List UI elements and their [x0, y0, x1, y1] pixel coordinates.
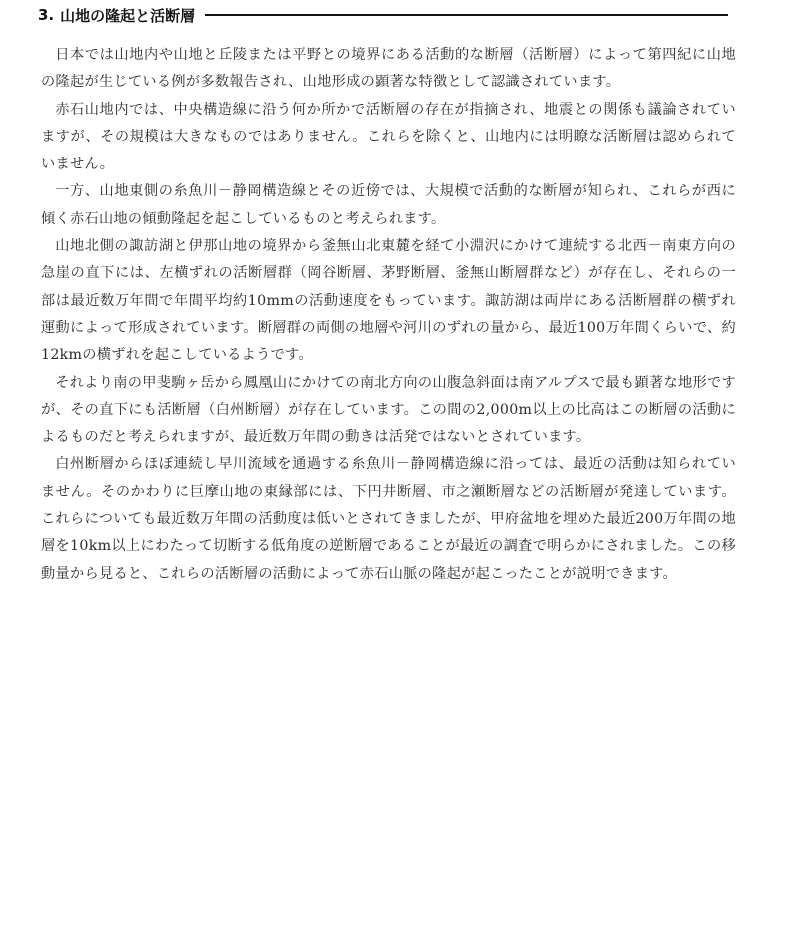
paragraph-koma-mountains: 白州断層からほぼ連続し早川流域を通過する糸魚川－静岡構造線に沿っては、最近の活動は知られていません。そのかわりに巨摩山地の東縁部には、下円井断層、市之瀬断層などの活断層が発達しています。これらについても最近数万年間の活動度は低いとされてきましたが、甲府盆地を埋めた最近200万年間の地層を10km以上にわたって切断する低角度の逆断層であることが最近の調査で明らかにされました。この移動量から見ると、これらの活断層の活動によって赤石山脈の隆起が起こったことが説明できます。: [41, 456, 736, 582]
paragraph-intro: 日本では山地内や山地と丘陵または平野との境界にある活動的な断層（活断層）によって第四紀に山地の隆起が生じている例が多数報告され、山地形成の顕著な特徴として認識されています。: [41, 47, 736, 91]
header-divider: [205, 14, 728, 16]
article-body: [41, 42, 736, 588]
section-header: [38, 5, 728, 25]
paragraph-suwa-lake: 山地北側の諏訪湖と伊那山地の境界から釜無山北東麓を経て小淵沢にかけて連続する北西－南東方向の急崖の直下には、左横ずれの活断層群（岡谷断層、茅野断層、釜無山断層群など）が存在し、それらの一部は最近数万年間で年間平均約10mmの活動速度をもっています。諏訪湖は両岸にある活断層群の横ずれ運動によって形成されています。断層群の両側の地層や河川のずれの量から、最近100万年間くらいで、約12kmの横ずれを起こしているようです。: [41, 238, 736, 364]
section-number: 3.: [38, 6, 55, 24]
paragraph-itoigawa-shizuoka: 一方、山地東側の糸魚川－静岡構造線とその近傍では、大規模で活動的な断層が知られ、これらが西に傾く赤石山地の傾動隆起を起こしているものと考えられます。: [41, 183, 736, 227]
paragraph-akaishi-interior: 赤石山地内では、中央構造線に沿う何か所かで活断層の存在が指摘され、地震との関係も議論されていますが、その規模は大きなものではありません。これらを除くと、山地内には明瞭な活断層は認められていません。: [41, 101, 736, 173]
section-title: 山地の隆起と活断層: [60, 6, 196, 25]
paragraph-hakushu-fault: それより南の甲斐駒ヶ岳から鳳凰山にかけての南北方向の山腹急斜面は南アルプスで最も顕著な地形ですが、その直下にも活断層（白州断層）が存在しています。この間の2,000m以上の比高はこの断層の活動によるものだと考えられますが、最近数万年間の動きは活発ではないとされています。: [41, 374, 736, 446]
